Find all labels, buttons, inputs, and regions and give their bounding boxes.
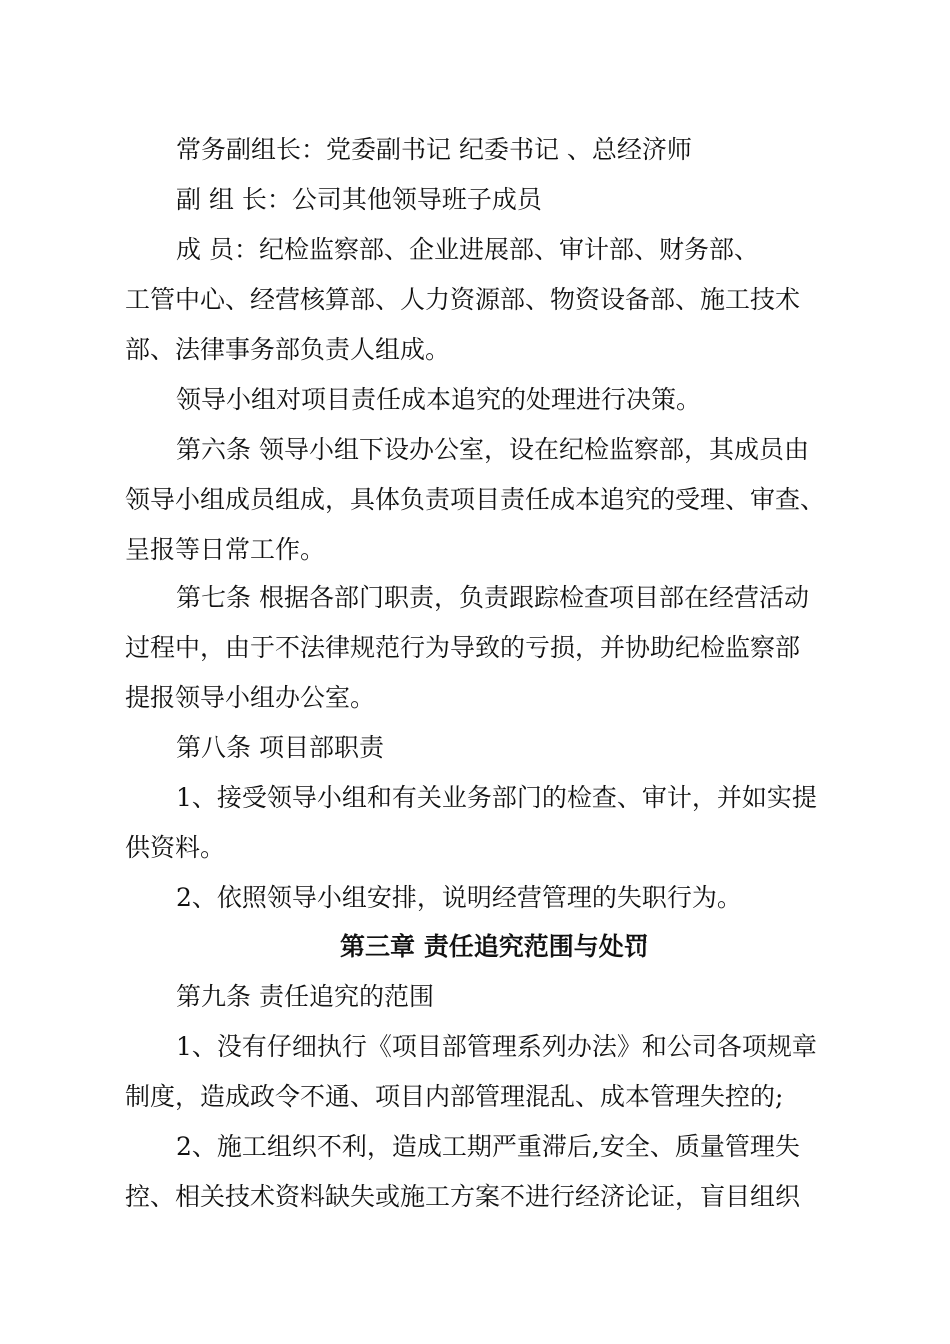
article-9-item-2-line-1: 2、施工组织不利，造成工期严重滞后,安全、质量管理失	[176, 1132, 800, 1161]
article-7-line-2: 过程中，由于不法律规范行为导致的亏损，并协助纪检监察部	[125, 633, 801, 662]
members-line-cont-2: 部、法律事务部负责人组成。	[125, 335, 451, 364]
article-7-line-1: 第七条 根据各部门职责，负责跟踪检查项目部在经营活动	[176, 583, 809, 612]
article-9-item-1-line-2: 制度，造成政令不通、项目内部管理混乱、成本管理失控的;	[125, 1082, 784, 1111]
article-9-item-1-line-1: 1、没有仔细执行《项目部管理系列办法》和公司各项规章	[176, 1032, 817, 1061]
chapter-3-heading: 第三章 责任追究范围与处罚	[340, 932, 649, 961]
article-9-item-2-line-2: 控、相关技术资料缺失或施工方案不进行经济论证，盲目组织	[125, 1182, 801, 1211]
members-line: 成 员：纪检监察部、企业进展部、审计部、财务部、	[176, 235, 759, 264]
article-8-title: 第八条 项目部职责	[176, 733, 384, 762]
article-7-line-3: 提报领导小组办公室。	[125, 683, 376, 712]
article-6-line-3: 呈报等日常工作。	[125, 535, 326, 564]
members-line-cont-1: 工管中心、经营核算部、人力资源部、物资设备部、施工技术	[125, 285, 801, 314]
article-8-item-2: 2、依照领导小组安排，说明经营管理的失职行为。	[176, 883, 742, 912]
vice-leader-line: 副 组 长：公司其他领导班子成员	[176, 185, 542, 214]
paragraph-decision: 领导小组对项目责任成本追究的处理进行决策。	[176, 385, 702, 414]
article-6-line-2: 领导小组成员组成，具体负责项目责任成本追究的受理、审查、	[125, 485, 826, 514]
article-6-line-1: 第六条 领导小组下设办公室，设在纪检监察部，其成员由	[176, 435, 809, 464]
deputy-leader-line: 常务副组长：党委副书记 纪委书记 、总经济师	[176, 135, 692, 164]
article-8-item-1-line-1: 1、接受领导小组和有关业务部门的检查、审计，并如实提	[176, 783, 817, 812]
article-9-title: 第九条 责任追究的范围	[176, 982, 434, 1011]
article-8-item-1-line-2: 供资料。	[125, 833, 226, 862]
